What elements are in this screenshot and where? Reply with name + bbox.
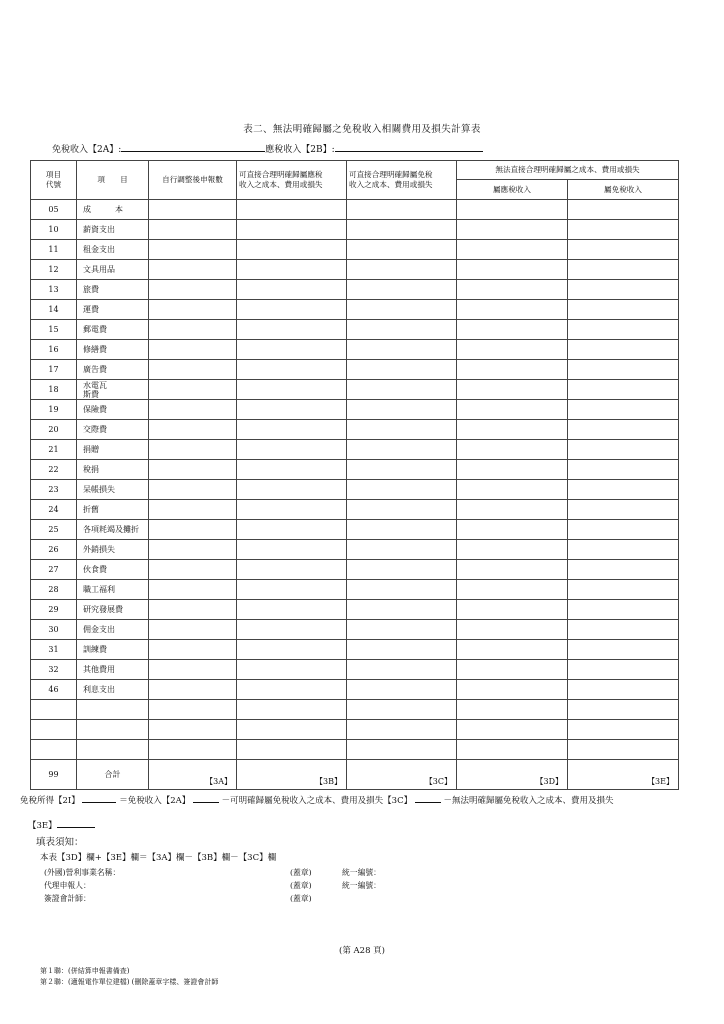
value-cell[interactable]	[568, 200, 679, 220]
row-item	[77, 200, 149, 220]
value-cell[interactable]	[457, 280, 568, 300]
value-cell[interactable]	[149, 240, 237, 260]
value-cell[interactable]	[237, 300, 347, 320]
value-cell[interactable]	[457, 620, 568, 640]
value-cell[interactable]	[237, 360, 347, 380]
value-cell[interactable]	[237, 560, 347, 580]
value-cell[interactable]	[237, 380, 347, 400]
header-item: 項 目	[77, 161, 149, 200]
table-row	[31, 500, 679, 520]
row-item: 各項耗竭及攤折	[77, 520, 149, 540]
value-cell[interactable]	[568, 680, 679, 700]
row-code: 31	[31, 640, 77, 660]
value-cell[interactable]	[568, 480, 679, 500]
row-code: 17	[31, 360, 77, 380]
row-item: 文具用品	[77, 260, 149, 280]
row-code	[31, 720, 77, 740]
value-cell[interactable]	[237, 220, 347, 240]
form-title: 表二、無法明確歸屬之免稅收入相關費用及損失計算表	[243, 124, 481, 135]
taxable-revenue-field[interactable]	[335, 142, 483, 152]
value-cell[interactable]	[457, 420, 568, 440]
row-item: 修繕費	[77, 340, 149, 360]
value-cell[interactable]	[237, 320, 347, 340]
value-cell[interactable]	[149, 600, 237, 620]
total-value-cell[interactable]: 【3C】	[347, 760, 457, 790]
value-cell[interactable]	[568, 260, 679, 280]
row-code: 05	[31, 200, 77, 220]
value-cell[interactable]	[568, 640, 679, 660]
total-row	[31, 760, 679, 790]
value-cell[interactable]	[149, 220, 237, 240]
value-cell[interactable]	[568, 300, 679, 320]
row-item: 交際費	[77, 420, 149, 440]
row-code	[31, 740, 77, 760]
table-row	[31, 280, 679, 300]
value-cell[interactable]	[347, 300, 457, 320]
value-cell[interactable]	[457, 720, 568, 740]
value-cell[interactable]	[457, 640, 568, 660]
value-cell[interactable]	[347, 640, 457, 660]
value-cell[interactable]	[149, 540, 237, 560]
value-cell[interactable]	[457, 680, 568, 700]
total-value-cell[interactable]: 【3B】	[237, 760, 347, 790]
formula-exempt-income-label: 免稅所得【2I】	[20, 796, 80, 806]
value-cell[interactable]	[149, 580, 237, 600]
value-cell[interactable]	[237, 520, 347, 540]
value-cell[interactable]	[347, 340, 457, 360]
row-code: 32	[31, 660, 77, 680]
value-cell[interactable]	[347, 200, 457, 220]
table-row	[31, 560, 679, 580]
table-row	[31, 340, 679, 360]
value-cell[interactable]	[237, 580, 347, 600]
header-unattributable: 無法直接合理明確歸屬之成本、費用或損失	[457, 161, 679, 180]
row-item: 佣金支出	[77, 620, 149, 640]
value-cell[interactable]	[568, 380, 679, 400]
value-cell[interactable]	[149, 660, 237, 680]
value-cell[interactable]	[457, 540, 568, 560]
value-cell[interactable]	[237, 340, 347, 360]
formula-unattributable-label: －無法明確歸屬免稅收入之成本、費用及損失	[443, 796, 614, 806]
value-cell[interactable]	[149, 280, 237, 300]
table-row	[31, 740, 679, 760]
value-cell[interactable]	[457, 380, 568, 400]
table-row	[31, 360, 679, 380]
value-cell[interactable]	[347, 280, 457, 300]
table-row	[31, 680, 679, 700]
row-item: 其他費用	[77, 660, 149, 680]
formula-3e-field[interactable]	[57, 819, 95, 828]
value-cell[interactable]	[237, 640, 347, 660]
value-cell[interactable]	[237, 280, 347, 300]
table-row	[31, 620, 679, 640]
value-cell[interactable]	[568, 540, 679, 560]
header-code-line2: 代號	[45, 180, 62, 189]
table-row	[31, 640, 679, 660]
row-code: 13	[31, 280, 77, 300]
value-cell[interactable]	[568, 580, 679, 600]
value-cell[interactable]	[237, 420, 347, 440]
formula-line-2	[28, 819, 95, 831]
value-cell[interactable]	[149, 640, 237, 660]
value-cell[interactable]	[149, 400, 237, 420]
value-cell[interactable]	[457, 580, 568, 600]
value-cell[interactable]	[347, 660, 457, 680]
table-row	[31, 520, 679, 540]
value-cell[interactable]	[457, 440, 568, 460]
table-row	[31, 300, 679, 320]
row-item: 稅捐	[77, 460, 149, 480]
value-cell[interactable]	[149, 300, 237, 320]
value-cell[interactable]	[149, 500, 237, 520]
row-code: 15	[31, 320, 77, 340]
value-cell[interactable]	[347, 620, 457, 640]
row-code: 18	[31, 380, 77, 400]
row-code: 24	[31, 500, 77, 520]
value-cell[interactable]	[347, 740, 457, 760]
value-cell[interactable]	[347, 360, 457, 380]
value-cell[interactable]	[347, 540, 457, 560]
table-body	[31, 200, 679, 790]
value-cell[interactable]	[457, 360, 568, 380]
value-cell[interactable]	[149, 680, 237, 700]
row-item: 訓練費	[77, 640, 149, 660]
row-item: 旅費	[77, 280, 149, 300]
value-cell[interactable]	[347, 240, 457, 260]
expense-allocation-table	[30, 160, 679, 790]
row-item: 伙食費	[77, 560, 149, 580]
formula-exempt-revenue-field[interactable]	[193, 794, 219, 803]
value-cell[interactable]	[457, 560, 568, 580]
value-cell[interactable]	[347, 260, 457, 280]
total-code: 99	[31, 760, 77, 790]
value-cell[interactable]	[568, 320, 679, 340]
table-row	[31, 420, 679, 440]
value-cell[interactable]	[237, 700, 347, 720]
value-cell[interactable]	[149, 260, 237, 280]
row-code: 11	[31, 240, 77, 260]
value-cell[interactable]	[347, 480, 457, 500]
value-cell[interactable]	[457, 260, 568, 280]
value-cell[interactable]	[347, 440, 457, 460]
value-cell[interactable]	[237, 500, 347, 520]
row-code	[31, 700, 77, 720]
row-code: 12	[31, 260, 77, 280]
value-cell[interactable]	[568, 340, 679, 360]
revenue-line	[52, 142, 483, 155]
value-cell[interactable]	[237, 440, 347, 460]
value-cell[interactable]	[568, 740, 679, 760]
table-row	[31, 540, 679, 560]
value-cell[interactable]	[568, 360, 679, 380]
row-code: 23	[31, 480, 77, 500]
row-item	[77, 720, 149, 740]
table-row	[31, 480, 679, 500]
table-row	[31, 700, 679, 720]
value-cell[interactable]	[237, 480, 347, 500]
header-sub-taxable: 屬應稅收入	[457, 180, 568, 200]
row-item: 職工福利	[77, 580, 149, 600]
row-code: 28	[31, 580, 77, 600]
row-code: 46	[31, 680, 77, 700]
value-cell[interactable]	[568, 400, 679, 420]
cpa-label: 簽證會計師：	[44, 894, 91, 903]
value-cell[interactable]	[149, 560, 237, 580]
value-cell[interactable]	[237, 540, 347, 560]
value-cell[interactable]	[457, 520, 568, 540]
value-cell[interactable]	[457, 220, 568, 240]
value-cell[interactable]	[457, 200, 568, 220]
value-cell[interactable]	[568, 420, 679, 440]
row-code: 20	[31, 420, 77, 440]
company-name-label: (外國)營利事業名稱：	[44, 868, 121, 877]
value-cell[interactable]	[149, 200, 237, 220]
total-value-cell[interactable]: 【3E】	[568, 760, 679, 790]
value-cell[interactable]	[457, 240, 568, 260]
row-item: 薪資支出	[77, 220, 149, 240]
formula-3e-label: 【3E】	[28, 821, 57, 831]
row-code: 30	[31, 620, 77, 640]
value-cell[interactable]	[568, 280, 679, 300]
value-cell[interactable]	[237, 200, 347, 220]
value-cell[interactable]	[237, 460, 347, 480]
row-code: 27	[31, 560, 77, 580]
agent-seal[interactable]: (蓋章)	[290, 881, 312, 890]
value-cell[interactable]	[347, 420, 457, 440]
value-cell[interactable]	[347, 560, 457, 580]
value-cell[interactable]	[237, 720, 347, 740]
value-cell[interactable]	[347, 460, 457, 480]
formula-exempt-income-field[interactable]	[82, 794, 116, 803]
value-cell[interactable]	[457, 500, 568, 520]
row-code: 19	[31, 400, 77, 420]
table-row	[31, 240, 679, 260]
value-cell[interactable]	[149, 740, 237, 760]
agent-label: 代理申報人：	[44, 881, 91, 890]
formula-attributable-field[interactable]	[415, 794, 441, 803]
header-taxable-attributable	[237, 161, 347, 200]
row-item: 研究發展費	[77, 600, 149, 620]
table-row	[31, 220, 679, 240]
value-cell[interactable]	[149, 340, 237, 360]
row-code: 10	[31, 220, 77, 240]
row-item: 折舊	[77, 500, 149, 520]
value-cell[interactable]	[568, 460, 679, 480]
notes-heading: 填表須知：	[36, 837, 84, 848]
row-item: 外銷損失	[77, 540, 149, 560]
value-cell[interactable]	[568, 600, 679, 620]
value-cell[interactable]	[149, 620, 237, 640]
formula-line	[20, 794, 700, 806]
header-exempt-line2: 收入之成本、費用或損失	[349, 180, 433, 189]
table-row	[31, 580, 679, 600]
value-cell[interactable]	[149, 380, 237, 400]
tax-exempt-revenue-field[interactable]	[121, 142, 265, 152]
row-item	[77, 700, 149, 720]
formula-attributable-label: －可明確歸屬免稅收入之成本、費用及損失【3C】	[221, 796, 413, 806]
value-cell[interactable]	[237, 400, 347, 420]
header-exempt-line1: 可直接合理明確歸屬免稅	[349, 170, 433, 179]
header-sub-exempt: 屬免稅收入	[568, 180, 679, 200]
row-item-text: 成 本	[83, 205, 123, 214]
notes-equation: 本表【3D】欄+【3E】欄＝【3A】欄－【3B】欄－【3C】欄	[40, 853, 277, 863]
row-item: 運費	[77, 300, 149, 320]
row-code: 26	[31, 540, 77, 560]
value-cell[interactable]	[568, 240, 679, 260]
taxable-revenue-label: 應稅收入【2B】:	[265, 145, 335, 155]
value-cell[interactable]	[347, 580, 457, 600]
value-cell[interactable]	[457, 660, 568, 680]
table-row	[31, 660, 679, 680]
value-cell[interactable]	[457, 320, 568, 340]
value-cell[interactable]	[568, 220, 679, 240]
value-cell[interactable]	[237, 660, 347, 680]
value-cell[interactable]	[237, 260, 347, 280]
tax-exempt-revenue-label: 免稅收入【2A】:	[52, 145, 122, 155]
row-item: 呆帳損失	[77, 480, 149, 500]
table-row	[31, 600, 679, 620]
row-code: 29	[31, 600, 77, 620]
value-cell[interactable]	[347, 700, 457, 720]
value-cell[interactable]	[457, 480, 568, 500]
table-row	[31, 720, 679, 740]
value-cell[interactable]	[457, 740, 568, 760]
row-item: 廣告費	[77, 360, 149, 380]
cpa-seal[interactable]: (蓋章)	[290, 894, 312, 903]
row-item: 保險費	[77, 400, 149, 420]
value-cell[interactable]	[237, 740, 347, 760]
value-cell[interactable]	[149, 420, 237, 440]
value-cell[interactable]	[237, 240, 347, 260]
value-cell[interactable]	[149, 320, 237, 340]
value-cell[interactable]	[457, 600, 568, 620]
footnote-2: 第２聯：(適報電作單位建檔) (刪除蓋章字樣、簽證會計師	[40, 978, 219, 986]
table-row	[31, 440, 679, 460]
value-cell[interactable]	[149, 700, 237, 720]
value-cell[interactable]	[347, 400, 457, 420]
value-cell[interactable]	[149, 460, 237, 480]
row-item: 租金支出	[77, 240, 149, 260]
value-cell[interactable]	[347, 720, 457, 740]
value-cell[interactable]	[149, 440, 237, 460]
value-cell[interactable]	[237, 600, 347, 620]
value-cell[interactable]	[237, 680, 347, 700]
row-code: 25	[31, 520, 77, 540]
agent-uniform-id[interactable]: 統一編號：	[342, 881, 381, 890]
value-cell[interactable]	[347, 680, 457, 700]
value-cell[interactable]	[568, 560, 679, 580]
value-cell[interactable]	[347, 520, 457, 540]
row-item: 水電瓦 斯費	[77, 380, 149, 400]
header-taxable-line2: 收入之成本、費用或損失	[239, 180, 323, 189]
value-cell[interactable]	[457, 400, 568, 420]
value-cell[interactable]	[457, 700, 568, 720]
page-number: (第 A28 頁)	[339, 946, 385, 956]
value-cell[interactable]	[347, 320, 457, 340]
value-cell[interactable]	[149, 720, 237, 740]
value-cell[interactable]	[568, 660, 679, 680]
header-code	[31, 161, 77, 200]
row-code: 21	[31, 440, 77, 460]
header-adjusted-amount: 自行調整後申報數	[149, 161, 237, 200]
header-taxable-line1: 可直接合理明確歸屬應稅	[239, 170, 323, 179]
total-value-cell[interactable]: 【3A】	[149, 760, 237, 790]
value-cell[interactable]	[568, 500, 679, 520]
total-label: 合計	[77, 760, 149, 790]
value-cell[interactable]	[568, 620, 679, 640]
row-code: 16	[31, 340, 77, 360]
value-cell[interactable]	[347, 500, 457, 520]
value-cell[interactable]	[568, 440, 679, 460]
value-cell[interactable]	[149, 360, 237, 380]
value-cell[interactable]	[568, 520, 679, 540]
value-cell[interactable]	[457, 300, 568, 320]
value-cell[interactable]	[347, 600, 457, 620]
table-row	[31, 200, 679, 220]
value-cell[interactable]	[568, 700, 679, 720]
row-item: 捐贈	[77, 440, 149, 460]
value-cell[interactable]	[457, 460, 568, 480]
row-item: 郵電費	[77, 320, 149, 340]
header-code-line1: 項目	[45, 170, 62, 179]
value-cell[interactable]	[347, 380, 457, 400]
table-row	[31, 260, 679, 280]
value-cell[interactable]	[347, 220, 457, 240]
value-cell[interactable]	[237, 620, 347, 640]
row-item	[77, 740, 149, 760]
value-cell[interactable]	[149, 480, 237, 500]
header-exempt-attributable	[347, 161, 457, 200]
row-code: 14	[31, 300, 77, 320]
value-cell[interactable]	[568, 720, 679, 740]
table-row	[31, 400, 679, 420]
table-row	[31, 460, 679, 480]
footnote-1: 第１聯：(併結算申報書備查)	[40, 967, 130, 975]
table-row	[31, 380, 679, 400]
formula-exempt-revenue-label: ＝免稅收入【2A】	[119, 796, 191, 806]
company-uniform-id[interactable]: 統一編號：	[342, 868, 381, 877]
row-code: 22	[31, 460, 77, 480]
row-item: 利息支出	[77, 680, 149, 700]
value-cell[interactable]	[457, 340, 568, 360]
company-seal[interactable]: (蓋章)	[290, 868, 312, 877]
table-row	[31, 320, 679, 340]
value-cell[interactable]	[149, 520, 237, 540]
total-value-cell[interactable]: 【3D】	[457, 760, 568, 790]
